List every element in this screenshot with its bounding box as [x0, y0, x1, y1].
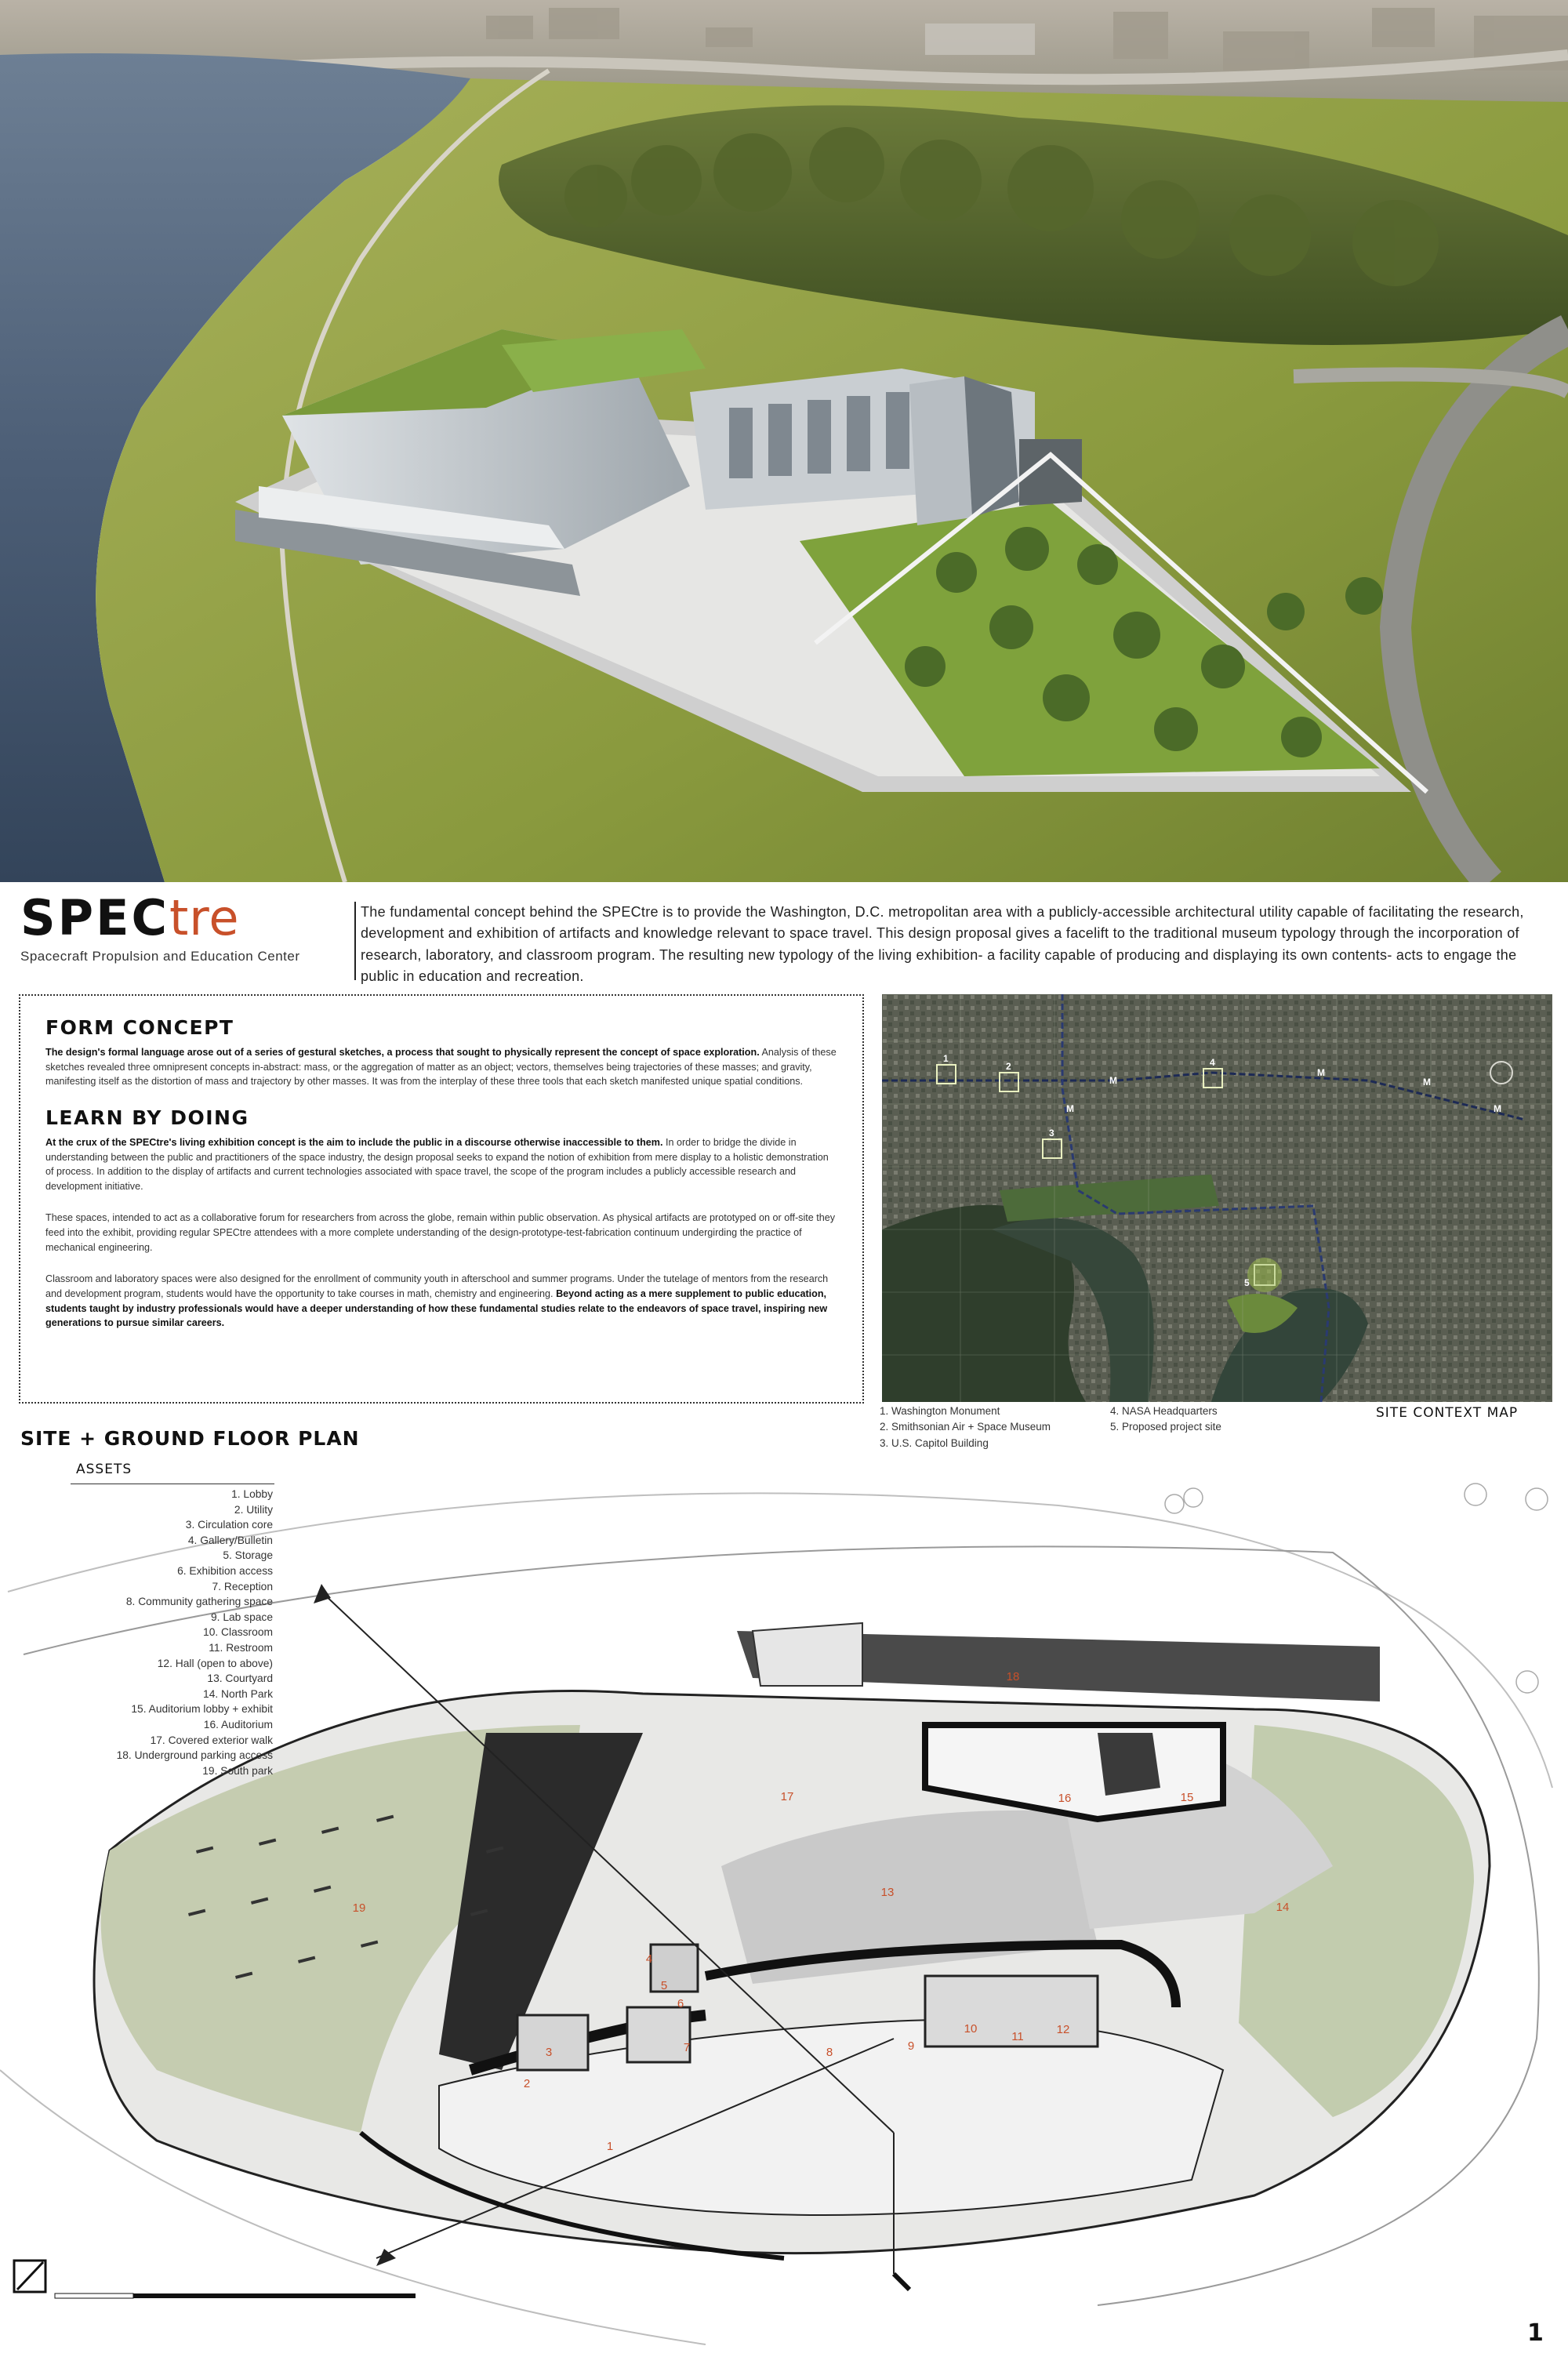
- asset-item: 17. Covered exterior walk: [150, 1734, 273, 1746]
- metro-stop-label: M: [1066, 1103, 1074, 1114]
- map-marker-2: 2: [1006, 1061, 1011, 1072]
- asset-item: 6. Exhibition access: [177, 1564, 273, 1577]
- form-concept-paragraph: [45, 1045, 837, 1089]
- asset-item: 5. Storage: [223, 1549, 273, 1562]
- learn-by-doing-p3-plain: Classroom and laboratory spaces were also designed for the enrollment of community youth in afterschool and summer programs. Under the tutelage of mentors from the research and development program, students would have the opportunity to take courses in math, chemistry and engineering.: [45, 1273, 829, 1299]
- learn-by-doing-lead: At the crux of the SPECtre's living exhibition concept is the aim to include the public in a discourse otherwise inaccessible to them.: [45, 1136, 663, 1148]
- learn-by-doing-p3-bold: Beyond acting as a mere supplement to public education, students taught by industry professionals would have a deeper understanding of how these fundamental studies relate to the endeavors of space travel, inspiring new generations to pursue similar careers.: [45, 1287, 828, 1329]
- map-legend-item: 1. Washington Monument: [880, 1405, 1000, 1417]
- asset-item: 12. Hall (open to above): [157, 1657, 273, 1669]
- room-tag-12: 12: [1056, 2023, 1070, 2036]
- room-tag-18: 18: [1006, 1670, 1020, 1683]
- metro-stop-label: M: [1494, 1103, 1501, 1114]
- metro-stop-label: M: [1317, 1067, 1325, 1078]
- room-tag-9: 9: [907, 2039, 915, 2053]
- project-subtitle: Spacecraft Propulsion and Education Center: [20, 949, 300, 964]
- title-divider: [354, 902, 356, 980]
- room-tag-19: 19: [352, 1901, 366, 1915]
- asset-item: 11. Restroom: [209, 1641, 273, 1654]
- asset-item: 4. Gallery/Bulletin: [187, 1534, 273, 1546]
- asset-item: 13. Courtyard: [207, 1672, 273, 1685]
- metro-stop-label: M: [1423, 1077, 1431, 1088]
- map-marker-5: 5: [1244, 1277, 1250, 1288]
- site-context-map: [882, 994, 1552, 1402]
- map-marker-4: 4: [1210, 1057, 1215, 1068]
- map-legend-item: 3. U.S. Capitol Building: [880, 1436, 989, 1449]
- asset-item: 10. Classroom: [203, 1626, 273, 1639]
- aerial-render-image: [0, 0, 1568, 882]
- room-tag-3: 3: [545, 2046, 553, 2059]
- asset-item: 18. Underground parking access: [116, 1749, 273, 1762]
- form-concept-body: Analysis of these sketches revealed three omnipresent concepts in-abstract: mass, or the aggregation of matter as an object; vectors, themselves being trajectories of these masses; and gravity, manifesting itself as the distortion of mass and trajectory by other masses. It was from the interplay of these three tools that each sketch manifested unique spatial conditions.: [45, 1047, 837, 1088]
- form-concept-heading: FORM CONCEPT: [45, 1016, 234, 1039]
- asset-item: 3. Circulation core: [185, 1519, 273, 1531]
- asset-item: 19. South park: [202, 1764, 273, 1777]
- learn-by-doing-heading: LEARN BY DOING: [45, 1106, 249, 1129]
- intro-paragraph: The fundamental concept behind the SPECtre is to provide the Washington, D.C. metropolitan area with a publicly-accessible architectural utility capable of facilitating the research, development and exhibition of artifacts and knowledge relevant to space travel. This design proposal gives a facelift to the traditional museum typology through the incorporation of research, laboratory, and classroom program. The resulting new typology of the living exhibition- a facility capable of producing and displaying its own contents- acts to engage the public in education and recreation.: [361, 904, 1524, 985]
- page-number: 1: [1527, 2319, 1544, 2347]
- asset-item: 2. Utility: [234, 1503, 273, 1516]
- room-tag-5: 5: [660, 1979, 668, 1992]
- project-title: [20, 889, 342, 946]
- room-tag-13: 13: [880, 1886, 895, 1899]
- asset-item: 7. Reception: [212, 1580, 273, 1593]
- map-legend-item: 5. Proposed project site: [1110, 1421, 1221, 1433]
- plan-title: SITE + GROUND FLOOR PLAN: [20, 1427, 360, 1450]
- room-tag-17: 17: [780, 1790, 794, 1803]
- site-context-caption: SITE CONTEXT MAP: [1376, 1405, 1519, 1421]
- learn-by-doing-paragraph-2: These spaces, intended to act as a collaborative forum for researchers from across the globe, remain within public observation. As physical artifacts are prototyped on or off-site they feed into the exhibit, providing regular SPECtre attendees with a more complete understanding of the design-prototype-test-fabrication continuum undergirding the practice of mechanical engineering.: [45, 1212, 836, 1253]
- form-concept-lead: The design's formal language arose out of a series of gestural sketches, a process that sought to physically represent the concept of space exploration.: [45, 1047, 760, 1058]
- room-tag-14: 14: [1276, 1901, 1290, 1914]
- room-tag-16: 16: [1058, 1792, 1072, 1805]
- room-tag-15: 15: [1180, 1791, 1194, 1804]
- map-legend-column-1: [880, 1404, 1051, 1451]
- map-marker-3: 3: [1049, 1128, 1054, 1139]
- learn-by-doing-paragraph: [45, 1135, 837, 1194]
- map-marker-1: 1: [943, 1053, 949, 1064]
- room-tag-7: 7: [683, 2041, 691, 2054]
- asset-item: 14. North Park: [203, 1687, 273, 1700]
- assets-list: [71, 1487, 273, 1778]
- room-tag-6: 6: [677, 1997, 684, 2010]
- room-tag-2: 2: [523, 2077, 531, 2090]
- hero-rendering: [0, 0, 1568, 882]
- room-tag-1: 1: [606, 2140, 614, 2153]
- concept-text-panel: [19, 994, 864, 1404]
- map-legend-item: 2. Smithsonian Air + Space Museum: [880, 1421, 1051, 1433]
- project-title-main: SPEC: [20, 889, 169, 946]
- learn-by-doing-body: In order to bridge the divide in understanding between the public and practitioners of the space industry, the design proposal seeks to expand the notion of exhibition from mere display to a holistic demonstration of process. In addition to the display of artifacts and current technologies associated with space travel, the scope of the program includes a publicly accessible research and development initiative.: [45, 1136, 829, 1192]
- room-tag-10: 10: [964, 2022, 978, 2036]
- room-tag-8: 8: [826, 2046, 833, 2059]
- asset-item: 16. Auditorium: [203, 1718, 273, 1731]
- assets-heading: ASSETS: [76, 1462, 132, 1477]
- asset-item: 1. Lobby: [231, 1488, 273, 1500]
- project-title-accent: tre: [169, 889, 240, 946]
- asset-item: 8. Community gathering space: [125, 1596, 273, 1608]
- room-tag-11: 11: [1011, 2030, 1024, 2043]
- title-block: [20, 889, 342, 988]
- map-legend-column-2: [1110, 1404, 1221, 1436]
- satellite-map-image: [882, 994, 1552, 1402]
- asset-item: 9. Lab space: [210, 1611, 273, 1623]
- metro-stop-label: M: [1109, 1075, 1117, 1086]
- map-legend-item: 4. NASA Headquarters: [1110, 1405, 1218, 1417]
- asset-item: 15. Auditorium lobby + exhibit: [131, 1703, 273, 1716]
- room-tag-4: 4: [645, 1952, 653, 1966]
- learn-by-doing-paragraph-3: [45, 1272, 837, 1331]
